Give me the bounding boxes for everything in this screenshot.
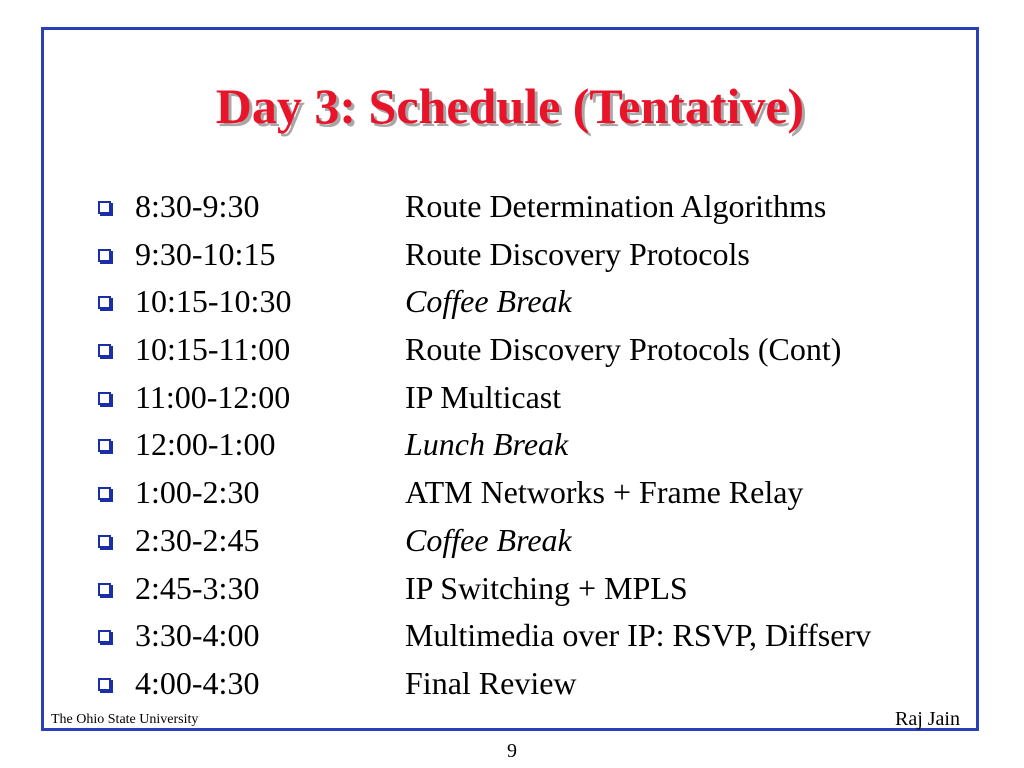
schedule-time: 4:00-4:30	[135, 664, 260, 701]
schedule-topic: Lunch Break	[405, 426, 569, 463]
schedule-topic: IP Multicast	[405, 378, 562, 415]
schedule-topic: IP Switching + MPLS	[405, 569, 688, 606]
slide-title: Day 3: Schedule (Tentative)	[215, 78, 805, 134]
schedule-topic: Coffee Break	[405, 283, 572, 320]
schedule-topic: Multimedia over IP: RSVP, Diffserv	[405, 617, 872, 654]
hollow-square-bullet-icon	[98, 439, 111, 452]
hollow-square-bullet-icon	[98, 296, 111, 309]
schedule-topic: Route Discovery Protocols (Cont)	[405, 331, 842, 368]
schedule-topic: Final Review	[405, 664, 577, 701]
schedule-time: 3:30-4:00	[135, 617, 260, 654]
hollow-square-bullet-icon	[98, 344, 111, 357]
slide-frame	[41, 27, 979, 731]
schedule-time: 12:00-1:00	[135, 426, 276, 463]
footer-institution: The Ohio State University	[51, 712, 199, 727]
footer-author: Raj Jain	[895, 708, 960, 730]
hollow-square-bullet-icon	[98, 392, 111, 405]
hollow-square-bullet-icon	[98, 201, 111, 214]
schedule-topic: Coffee Break	[405, 521, 572, 558]
hollow-square-bullet-icon	[98, 249, 111, 262]
page-number: 9	[507, 740, 517, 762]
schedule-time: 10:15-11:00	[135, 331, 291, 368]
hollow-square-bullet-icon	[98, 630, 111, 643]
hollow-square-bullet-icon	[98, 583, 111, 596]
schedule-time: 9:30-10:15	[135, 235, 276, 272]
schedule-time: 8:30-9:30	[135, 188, 260, 224]
schedule-time: 10:15-10:30	[135, 283, 292, 320]
hollow-square-bullet-icon	[98, 487, 111, 500]
schedule-topic: ATM Networks + Frame Relay	[405, 474, 804, 511]
hollow-square-bullet-icon	[98, 678, 111, 691]
schedule-time: 2:30-2:45	[135, 521, 260, 558]
schedule-topic: Route Determination Algorithms	[405, 188, 827, 224]
schedule-topic: Route Discovery Protocols	[405, 235, 750, 272]
schedule-time: 2:45-3:30	[135, 569, 260, 606]
schedule-time: 1:00-2:30	[135, 474, 260, 511]
hollow-square-bullet-icon	[98, 535, 111, 548]
schedule-time: 11:00-12:00	[135, 378, 291, 415]
